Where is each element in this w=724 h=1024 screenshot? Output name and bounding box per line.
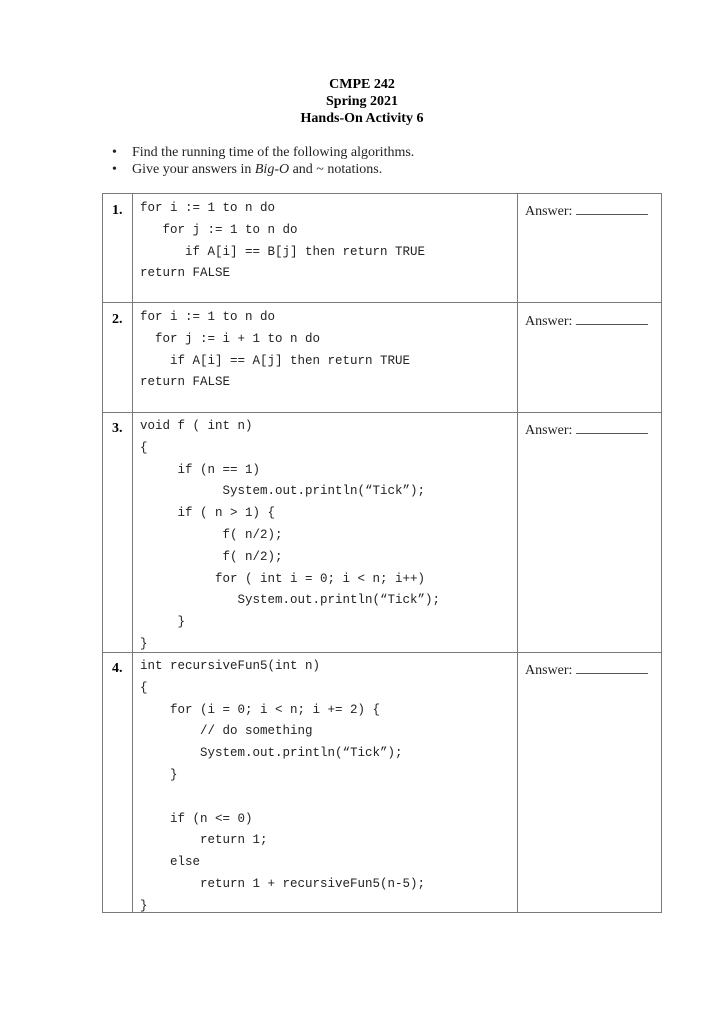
answer-label: Answer: <box>525 423 573 438</box>
activity-title: Hands-On Activity 6 <box>300 111 424 126</box>
answer-label: Answer: <box>525 663 573 678</box>
answer-blank[interactable] <box>576 421 648 434</box>
answer-label: Answer: <box>525 314 573 329</box>
course-code: CMPE 242 <box>329 77 395 92</box>
question-number: 4. <box>112 661 123 676</box>
code-block: for i := 1 to n do for j := 1 to n do if A[i] == B[j] then return TRUE return FALSE <box>140 201 426 281</box>
row-divider <box>103 302 661 303</box>
question-number: 1. <box>112 203 123 218</box>
questions-table <box>102 193 662 913</box>
answer-blank[interactable] <box>576 661 648 674</box>
question-number: 2. <box>112 312 123 327</box>
code-block: int recursiveFun5(int n) { for (i = 0; i < n; i += 2) { // do something System.out.println(“Tick”); } if (n <= 0) return 1; else return 1 + recursiveFun5(n-5); } <box>140 659 426 913</box>
answer-field <box>525 421 648 439</box>
answer-blank[interactable] <box>576 202 648 215</box>
answer-label: Answer: <box>525 204 573 219</box>
term: Spring 2021 <box>326 94 398 109</box>
answer-field <box>525 312 648 330</box>
instructions-list <box>112 144 414 178</box>
answer-blank[interactable] <box>576 312 648 325</box>
answer-field <box>525 661 648 679</box>
instruction-item: • Give your answers in Big-O and ~ notations. <box>112 161 414 178</box>
question-number: 3. <box>112 421 123 436</box>
answer-field <box>525 202 648 220</box>
code-block: for i := 1 to n do for j := i + 1 to n do if A[i] == A[j] then return TRUE return FALSE <box>140 310 411 390</box>
code-block: void f ( int n) { if (n == 1) System.out.println(“Tick”); if ( n > 1) { f( n/2); f( n/2); for ( int i = 0; i < n; i++) System.out.println(“Tick”); } } <box>140 419 441 651</box>
row-divider <box>103 412 661 413</box>
instruction-item: • Find the running time of the following algorithms. <box>112 144 414 161</box>
document-header <box>0 76 724 127</box>
